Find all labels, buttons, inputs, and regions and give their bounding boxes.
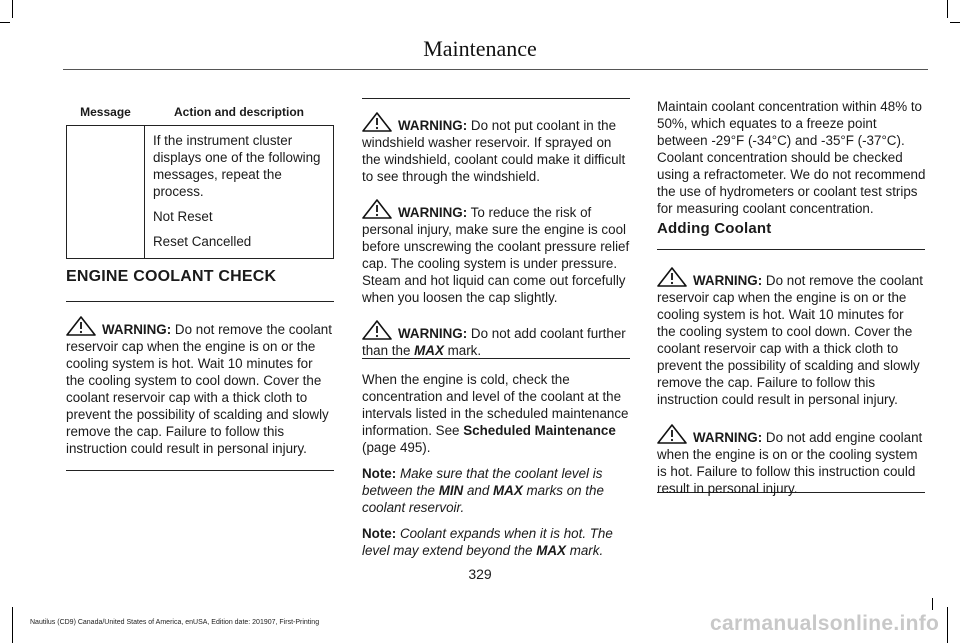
warning-text: To reduce the risk of personal injury, make sure the engine is cool before unscrewing the coolant pressure relief cap. The cooling system is under pressure. Steam and hot liquid can come out forcefully when you loosen the cap slightly.	[362, 205, 630, 305]
warning-paragraph	[362, 320, 630, 359]
crop-mark	[932, 598, 933, 610]
page-reference: (page 495).	[362, 440, 431, 455]
note-label: Note:	[362, 526, 397, 541]
warning-label: WARNING:	[693, 273, 763, 288]
warning-box	[657, 249, 925, 496]
page-number: 329	[468, 566, 492, 582]
message-table	[66, 100, 334, 259]
table-header-action: Action and description	[145, 100, 334, 126]
warning-text: Do not put coolant in the windshield washer reservoir. If sprayed on the windshield, coolant could make it difficult to see through the windshield.	[362, 118, 626, 184]
crop-mark	[12, 0, 13, 18]
warning-text: Do not remove the coolant reservoir cap when the engine is on or the cooling system is hot. Wait 10 minutes for the cooling system to cool down. Cover the coolant reservoir cap with a thick cloth to prevent the possibility of scalding and slowly remove the cap. Failure to follow this instruction could result in personal injury.	[657, 273, 923, 407]
warning-triangle-icon	[362, 199, 392, 219]
note-label: Note:	[362, 466, 397, 481]
warning-paragraph	[362, 112, 630, 185]
warning-triangle-icon	[657, 424, 687, 444]
warning-label: WARNING:	[398, 205, 468, 220]
crop-mark	[12, 607, 13, 643]
warning-triangle-icon	[362, 112, 392, 132]
warning-label: WARNING:	[398, 118, 468, 133]
note-paragraph	[362, 465, 632, 516]
warning-box	[362, 98, 630, 359]
page-title: Maintenance	[423, 36, 537, 61]
paragraph-text: When the engine is cold, check the concentration and level of the coolant at the intervals listed in the scheduled maintenance information. See	[362, 372, 629, 438]
warning-paragraph	[362, 199, 630, 306]
warning-label: WARNING:	[102, 322, 172, 337]
note-text: Coolant expands when it is hot. The level may extend beyond the	[362, 526, 613, 558]
note-text: mark.	[565, 543, 604, 558]
table-row	[67, 126, 334, 259]
warning-label: WARNING:	[693, 430, 763, 445]
header-rule	[63, 69, 928, 70]
scheduled-maintenance-link[interactable]: Scheduled Maintenance	[463, 423, 616, 438]
note-text: and	[463, 483, 494, 498]
concentration-paragraph: Maintain coolant concentration within 48% to 50%, which equates to a freeze point between -29°F (-34°C) and -35°F (-37°C). Coolant concentration should be checked using a refractometer. We do not recommend the use of hydrometers or coolant test strips for measuring coolant concentration.	[657, 99, 926, 216]
warning-text: Do not remove the coolant reservoir cap when the engine is on or the cooling system is hot. Wait 10 minutes for the cooling system to cool down. Cover the coolant reservoir cap with a thick cloth to prevent the possibility of scalding and slowly remove the cap. Failure to follow this instruction could result in personal injury.	[66, 322, 332, 456]
note-text: marks on the coolant reservoir.	[362, 483, 604, 515]
warning-triangle-icon	[66, 316, 96, 336]
warning-triangle-icon	[657, 267, 687, 287]
warning-paragraph	[657, 267, 925, 408]
warning-box	[66, 301, 334, 471]
min-mark: MIN	[438, 483, 464, 498]
crop-mark	[947, 0, 948, 18]
max-mark: MAX	[536, 543, 566, 558]
watermark-text: carmanualsonline.info	[710, 612, 940, 635]
warning-text: Do not add coolant further than the	[362, 326, 626, 358]
crop-mark	[950, 22, 960, 23]
crop-mark	[0, 22, 10, 23]
max-mark: MAX	[414, 343, 444, 358]
warning-paragraph	[657, 424, 925, 497]
warning-label: WARNING:	[398, 326, 468, 341]
coolant-check-paragraph	[362, 371, 632, 456]
middle-body	[362, 371, 632, 568]
section-heading: ENGINE COOLANT CHECK	[66, 268, 277, 285]
footer-text: Nautilus (CD9) Canada/United States of America, enUSA, Edition date: 201907, First-Printing	[30, 619, 320, 626]
max-mark: MAX	[493, 483, 523, 498]
table-cell-action	[145, 126, 334, 259]
table-cell-message	[67, 126, 145, 259]
note-text: Make sure that the coolant level is between the	[362, 466, 603, 498]
action-line: Reset Cancelled	[153, 234, 252, 249]
action-line: Not Reset	[153, 209, 213, 224]
adding-coolant-heading: Adding Coolant	[657, 220, 772, 237]
table-header-message: Message	[67, 100, 145, 126]
warning-triangle-icon	[362, 320, 392, 340]
crop-mark	[947, 607, 948, 643]
action-line: If the instrument cluster displays one of the following messages, repeat the process.	[153, 133, 321, 199]
note-paragraph	[362, 525, 632, 559]
warning-text: Do not add engine coolant when the engine is on or the cooling system is hot. Failure to follow this instruction could result in personal injury.	[657, 430, 923, 496]
warning-text: mark.	[443, 343, 482, 358]
